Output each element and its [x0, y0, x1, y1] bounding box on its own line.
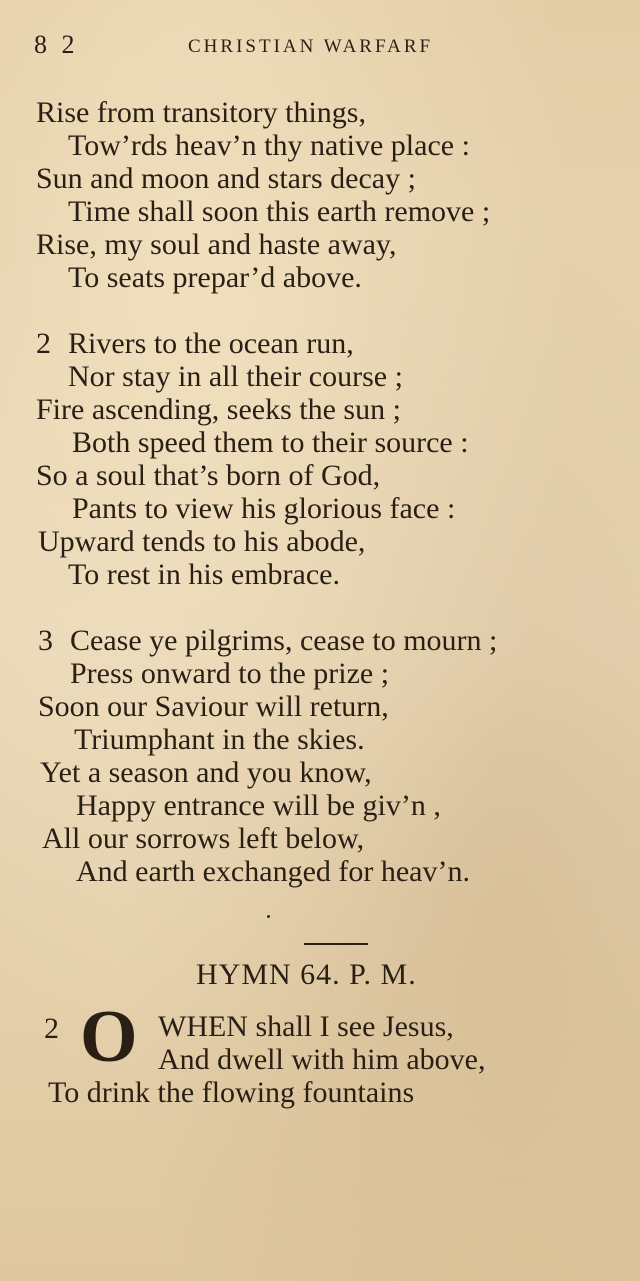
- stanza3-line-6: Happy entrance will be giv’n ,: [76, 789, 441, 822]
- page-header: [34, 30, 594, 64]
- hymn-line-2: And dwell with him above,: [158, 1043, 486, 1076]
- hymn-line-1: WHEN shall I see Jesus,: [158, 1010, 454, 1043]
- stanza2-line-2: Nor stay in all their course ;: [68, 360, 403, 393]
- page-number: 8 2: [34, 30, 79, 59]
- stanza2-line-8: To rest in his embrace.: [68, 558, 340, 591]
- hymn-verse-number: 2: [44, 1012, 59, 1045]
- stanza2-line-3: Fire ascending, seeks the sun ;: [36, 393, 401, 426]
- stanza-number: 2: [36, 327, 51, 360]
- section-divider: [304, 943, 368, 945]
- running-head: CHRISTIAN WARFARF: [188, 36, 434, 57]
- stanza2-line-1: [36, 327, 354, 360]
- stanza2-line-4: Both speed them to their source :: [72, 426, 469, 459]
- stanza3-line-4: Triumphant in the skies.: [74, 723, 365, 756]
- stanza1-line-1: Rise from transitory things,: [36, 96, 366, 129]
- stanza3-line-3: Soon our Saviour will return,: [38, 690, 389, 723]
- hymn-line-3: To drink the flowing fountains: [48, 1076, 415, 1109]
- stanza2-line-5: So a soul that’s born of God,: [36, 459, 381, 492]
- stanza-number: 3: [38, 624, 53, 657]
- stanza1-line-3: Sun and moon and stars decay ;: [36, 162, 416, 195]
- ornament-dot: [267, 915, 270, 918]
- stanza3-line-5: Yet a season and you know,: [40, 756, 372, 789]
- drop-cap: O: [80, 996, 138, 1078]
- stanza1-line-2: Tow’rds heav’n thy native place :: [68, 129, 470, 162]
- stanza1-line-6: To seats prepar’d above.: [68, 261, 362, 294]
- stanza1-line-4: Time shall soon this earth remove ;: [68, 195, 491, 228]
- stanza2-line-7: Upward tends to his abode,: [38, 525, 366, 558]
- stanza2-line-6: Pants to view his glorious face :: [72, 492, 456, 525]
- stanza1-line-5: Rise, my soul and haste away,: [36, 228, 397, 261]
- stanza3-line-1: [38, 624, 497, 657]
- stanza3-line-1-text: Cease ye pilgrims, cease to mourn ;: [70, 624, 498, 657]
- stanza2-line-1-text: Rivers to the ocean run,: [68, 327, 354, 360]
- hymn-title: HYMN 64. P. M.: [196, 958, 417, 991]
- stanza3-line-2: Press onward to the prize ;: [70, 657, 390, 690]
- stanza3-line-8: And earth exchanged for heav’n.: [76, 855, 470, 888]
- stanza3-line-7: All our sorrows left below,: [42, 822, 365, 855]
